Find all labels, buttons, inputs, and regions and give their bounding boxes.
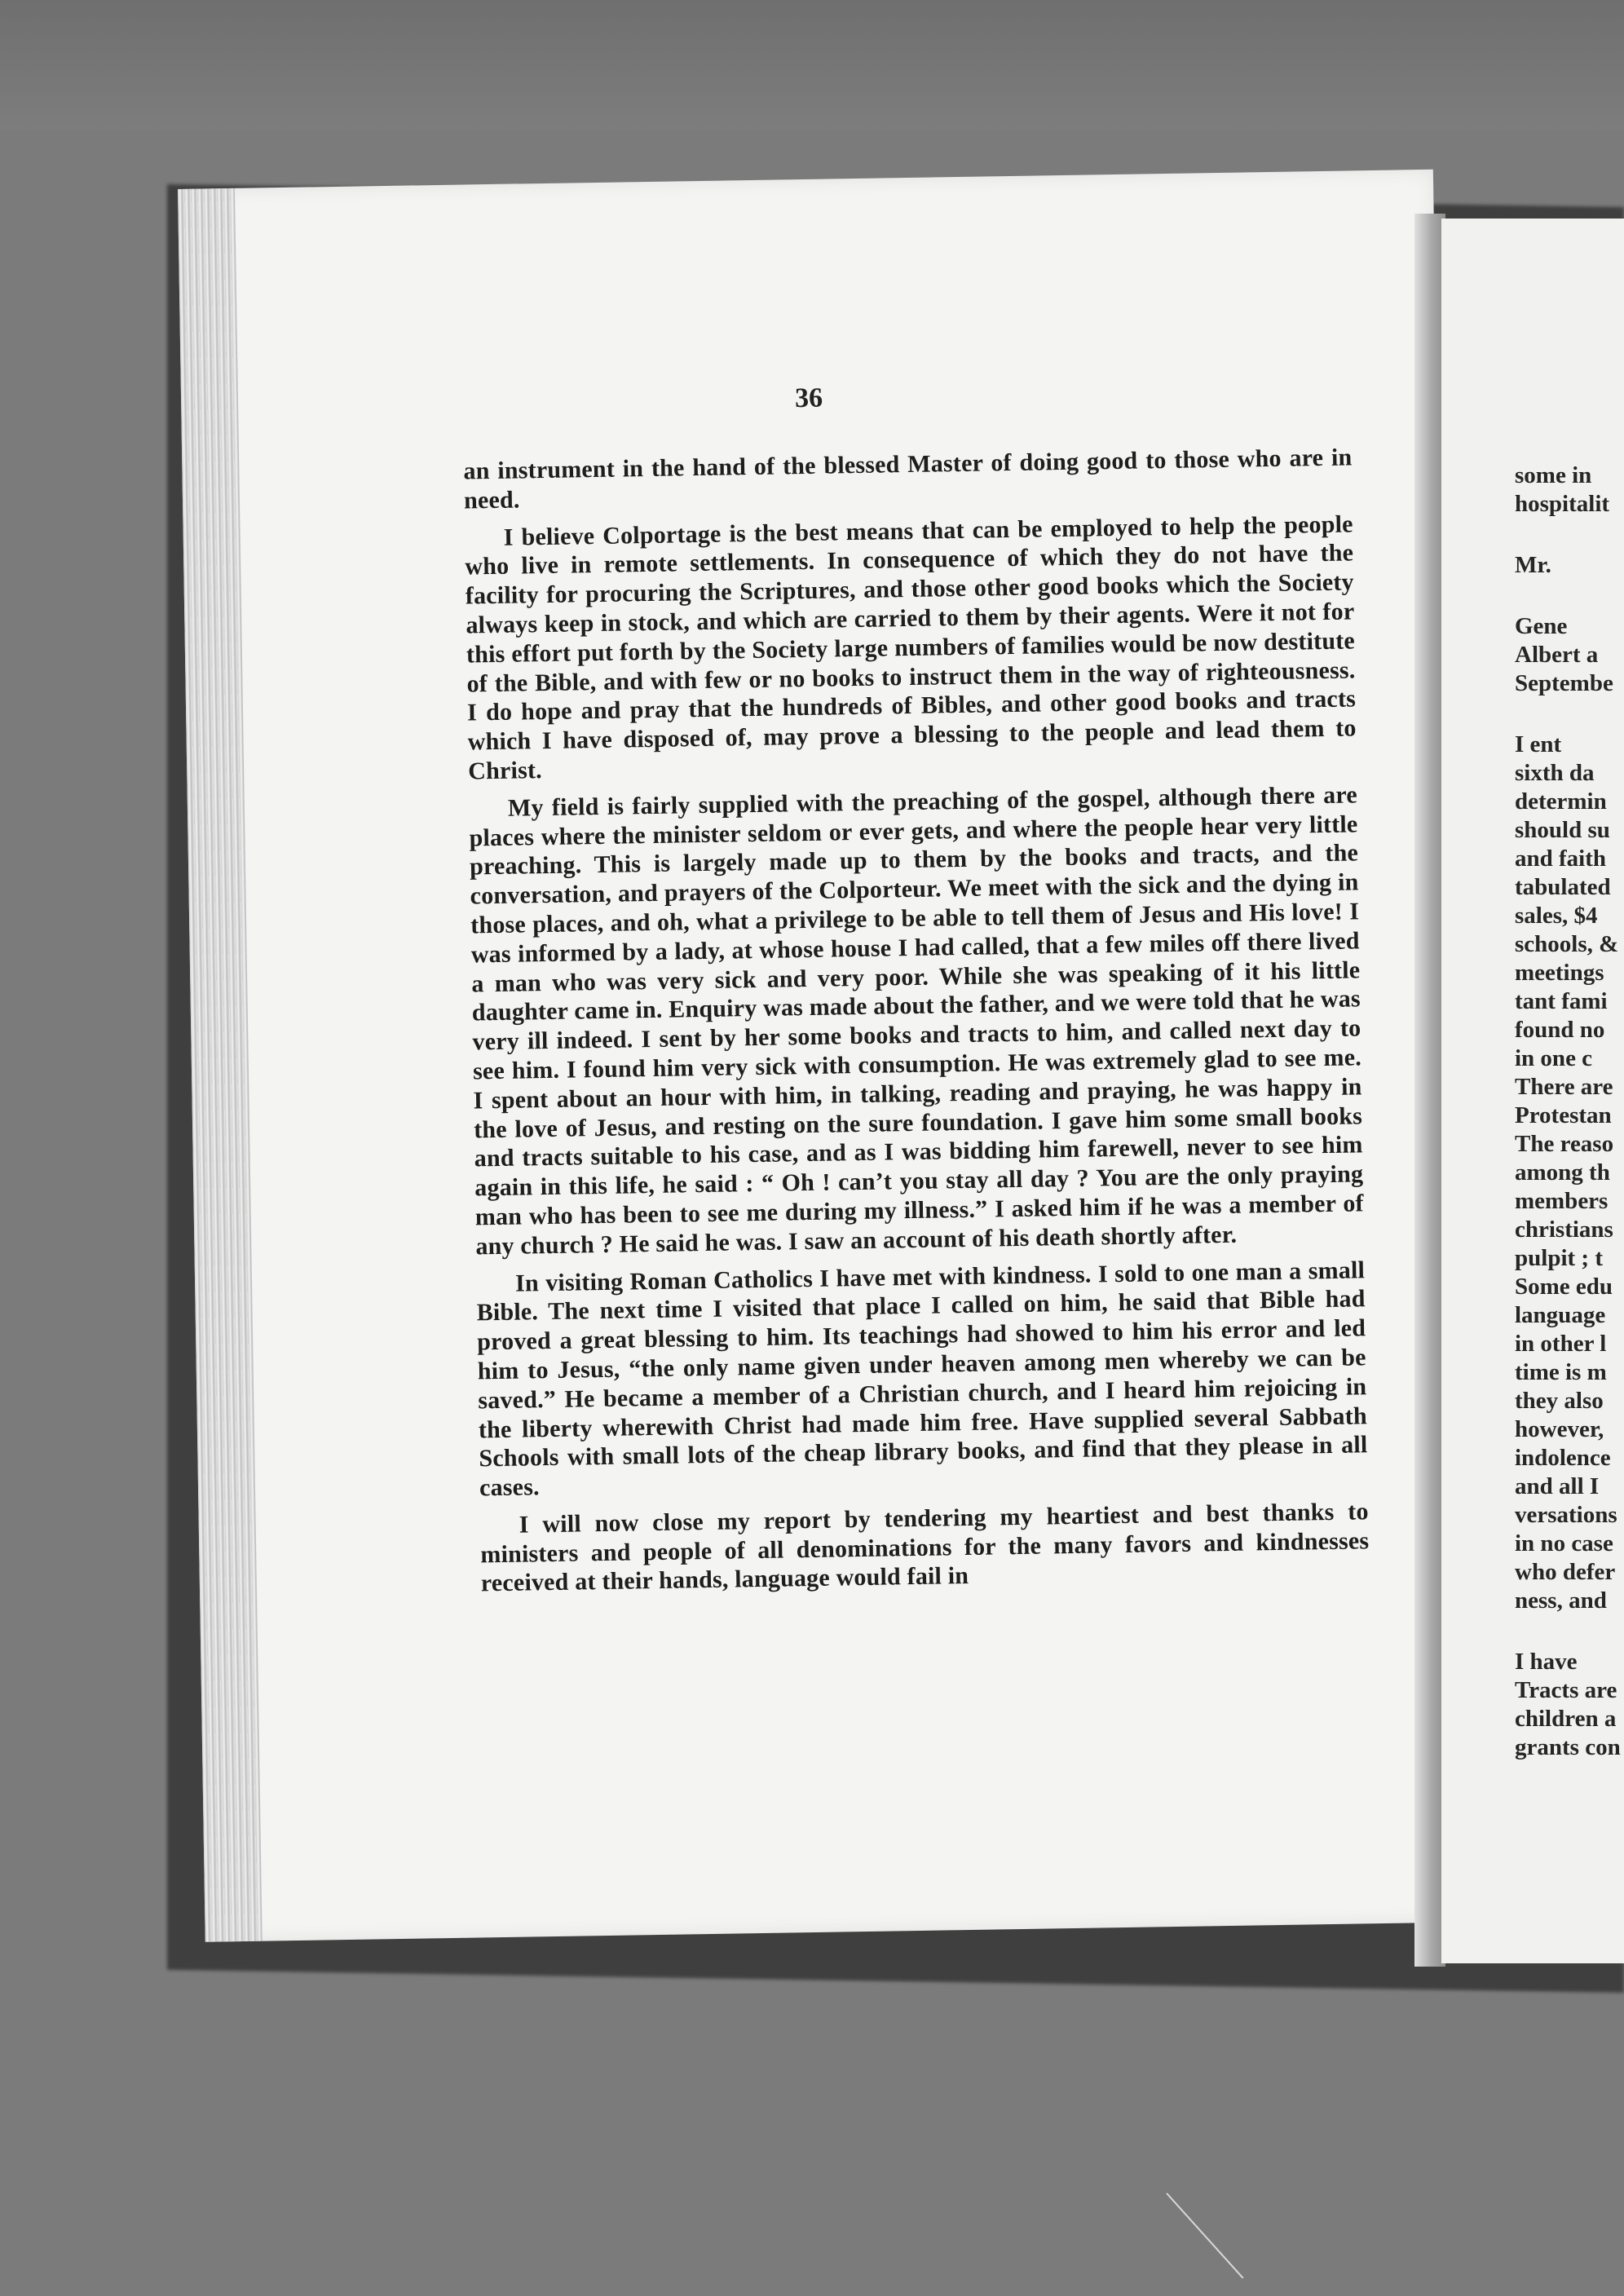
right-page-line: hospitalit <box>1515 491 1610 517</box>
left-page <box>178 170 1461 1942</box>
right-page-line: in one c <box>1515 1045 1593 1071</box>
right-page-line: versations <box>1515 1502 1617 1528</box>
right-page-line: Albert a <box>1515 642 1599 668</box>
scanner-background-band <box>0 0 1624 130</box>
right-page-line: There are <box>1515 1074 1613 1100</box>
right-page-line: should su <box>1515 817 1610 843</box>
right-page-line: some in <box>1515 462 1592 488</box>
right-page-line: members <box>1515 1188 1609 1214</box>
right-page-line: children a <box>1515 1706 1617 1732</box>
page-number: 36 <box>794 382 823 414</box>
right-page-line: pulpit ; t <box>1515 1245 1603 1271</box>
left-page-text <box>463 443 1370 1598</box>
paragraph-colportage: I believe Colportage is the best means that can be employed to help the people who live in remote settlements. In consequence of which they do not have the facility for procuring the Scriptures, and those other good books which the Society always keep in stock, and which are carried to them by their agents. Were it not for this effort put forth by the Society large numbers of families would be now destitute of the Bible, and with few or no books to instruct them in the way of righteousness. I do hope and pray that the hundreds of Bibles, and other good books and tracts which I have disposed of, may prove a blessing to the people and lead them to Christ. <box>465 510 1357 785</box>
right-page-line: sixth da <box>1515 760 1595 786</box>
right-page-line: tant fami <box>1515 988 1608 1014</box>
paragraph-gap <box>1515 580 1624 612</box>
right-page-line: Protestan <box>1515 1102 1612 1128</box>
right-page-line: determin <box>1515 788 1607 815</box>
right-page-line: who defer <box>1515 1559 1616 1585</box>
right-page-line: The reaso <box>1515 1131 1614 1157</box>
right-page-line: indolence <box>1515 1445 1611 1471</box>
right-page-line: sales, $4 <box>1515 903 1598 929</box>
right-page-line: they also <box>1515 1388 1604 1414</box>
paragraph-roman-catholics: In visiting Roman Catholics I have met with kindness. I sold to one man a small Bible. The next time I visited that place I called on him, he said that Bible had proved a great blessing to him. Its teachings had showed to him his error and led him to Jesus, “the only name given under heaven among men whereby we can be saved.” He became a member of a Christian church, and I heard him rejoicing in the liberty wherewith Christ had made him free. Have supplied several Sabbath Schools with small lots of the cheap library books, and find that they please in all cases. <box>476 1256 1368 1502</box>
right-page-line: tabulated <box>1515 874 1611 900</box>
right-page-line: among th <box>1515 1159 1610 1186</box>
right-page-line: and faith <box>1515 846 1607 872</box>
paragraph-gap <box>1515 698 1624 731</box>
right-page-line: schools, & <box>1515 931 1619 957</box>
right-page-line: however, <box>1515 1416 1604 1442</box>
right-page-line: Some edu <box>1515 1274 1613 1300</box>
right-page <box>1441 219 1624 1963</box>
right-page-line: and all I <box>1515 1473 1600 1499</box>
right-page-line: Mr. <box>1515 552 1551 578</box>
right-page-line: meetings <box>1515 960 1604 986</box>
right-page-line: grants con <box>1515 1734 1621 1760</box>
right-page-line: time is m <box>1515 1359 1607 1385</box>
paragraph-gap <box>1515 1615 1624 1648</box>
stray-thread <box>1166 2192 1243 2278</box>
paragraph-field: My field is fairly supplied with the preaching of the gospel, although there are places where the minister seldom or ever gets, and where the people hear very little preaching. This is largely made up to them by the books and tracts, and the conversation, and prayers of the Colporteur. We meet with the sick and the dying in those places, and oh, what a privilege to be able to tell them of Jesus and His love! I was informed by a lady, at whose house I had called, that a few miles off there lived a man who was very sick and very poor. While she was speaking of it his little daughter came in. Enquiry was made about the father, and we were told that he was very ill indeed. I sent by her some books and tracts to him, and called next day to see him. I found him very sick with consumption. He was extremely glad to see me. I spent about an hour with him, in talking, reading and praying, he was happy in the love of Jesus, and resting on the sure foundation. I gave him some small books and tracts suitable to his case, and as I was bidding him farewell, never to see him again in this life, he said : “ Oh ! can’t you stay all day ? You are the only praying man who has been to see me during my illness.” I asked him if he was a member of any church ? He said he was. I saw an account of his death shortly after. <box>469 781 1364 1261</box>
right-page-line: christians <box>1515 1216 1613 1243</box>
right-page-line: language <box>1515 1302 1606 1328</box>
right-page-text <box>1515 461 1624 1762</box>
paragraph-continuation: an instrument in the hand of the blessed Master of doing good to those who are in need. <box>463 444 1353 514</box>
right-page-line: found no <box>1515 1017 1605 1043</box>
right-page-line: Tracts are <box>1515 1677 1617 1703</box>
paragraph-closing: I will now close my report by tendering my heartiest and best thanks to ministers and people of all denominations for the many favors and kindnesses received at their hands, language would fail in <box>480 1498 1370 1597</box>
right-page-line: in other l <box>1515 1331 1607 1357</box>
right-page-line: ness, and <box>1515 1587 1607 1614</box>
paragraph-gap <box>1515 519 1624 551</box>
right-page-line: Gene <box>1515 613 1568 639</box>
right-page-line: in no case <box>1515 1530 1613 1556</box>
right-page-line: Septembe <box>1515 670 1613 696</box>
right-page-line: I have <box>1515 1649 1578 1675</box>
right-page-line: I ent <box>1515 731 1562 757</box>
